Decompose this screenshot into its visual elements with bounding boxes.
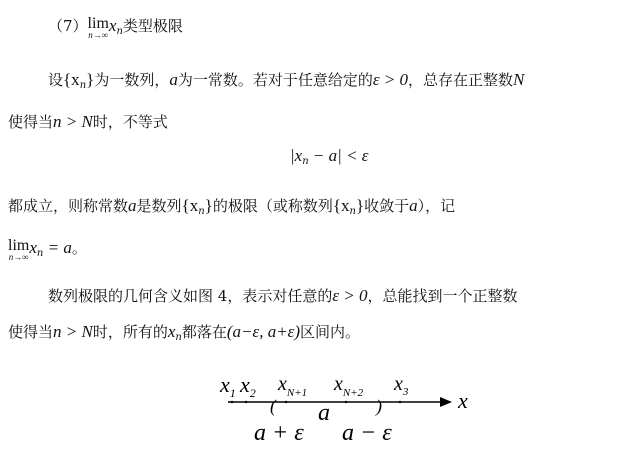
point-xN1 (285, 401, 287, 403)
geometric-meaning-line-2: 使得当n > N时，所有的$x_n$都落在(a−ε, a+ε)区间内。 (8, 322, 361, 343)
label-xN2: $x_{N+2}$ (334, 373, 364, 399)
section-title: 类型极限 (122, 17, 183, 35)
limit-equation: lim n→∞ $x_n = a$。 (8, 237, 87, 262)
section-number: （7） (48, 17, 88, 35)
label-x1: $x_1$ (220, 372, 236, 400)
label-a-minus-eps: a − ε (342, 420, 392, 446)
label-x2: $x_2$ (240, 372, 256, 400)
arrow-head (440, 397, 452, 407)
inequality: $|x_n - a| < \varepsilon$ (290, 146, 369, 167)
point-x1 (231, 401, 233, 403)
label-a-plus-eps: a + ε (254, 420, 304, 446)
number-line-figure (0, 362, 638, 462)
paren-right: ) (376, 396, 382, 416)
label-a: a (318, 400, 330, 426)
limit-notation-2: lim n→∞ (8, 237, 30, 262)
var-x: x (108, 16, 117, 35)
label-xN1: $x_{N+1}$ (278, 373, 308, 399)
point-xN2 (345, 401, 347, 403)
section-heading: （7） lim n→∞ $x_n$类型极限 (48, 15, 183, 40)
definition-line-2: 使得当n > N时，不等式 (8, 112, 168, 131)
geometric-meaning-line-1: 数列极限的几何含义如图 4，表示对任意的ε > 0，总能找到一个正整数 (48, 286, 518, 305)
limit-notation: lim n→∞ (87, 15, 109, 40)
definition-line-3: 都成立，则称常数a是数列$\{x_n\}$的极限（或称数列$\{x_n\}$收敛于a），记 (8, 196, 456, 217)
label-x3: $x_3$ (394, 373, 409, 398)
definition-line-1: 设$\{x_n\}$为一数列，a为一常数。若对于任意给定的ε > 0，总存在正整数N (48, 70, 525, 91)
point-x3 (399, 401, 401, 403)
point-x2 (245, 401, 247, 403)
paren-left: ( (270, 396, 276, 416)
axis-label-x: x (458, 388, 468, 413)
